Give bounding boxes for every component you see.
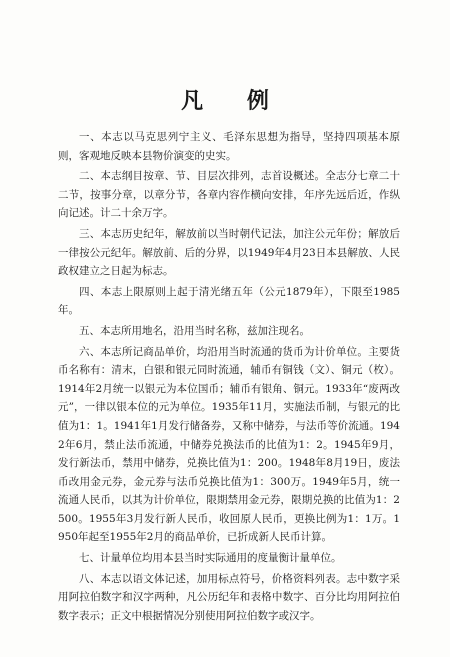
paragraph-3: 三、本志历史纪年，解放前以当时朝代记法，加注公元年份；解放后一律按公元纪年。解放前、后的分界，以1949年4月23日本县解放、人民政权建立之日起为标志。 (58, 227, 400, 278)
body-text (58, 128, 400, 627)
paragraph-6: 六、本志所记商品单价，均沿用当时流通的货币为计价单位。主要货币名称有：清末，白银和银元同时流通，辅币有铜钱（文）、铜元（枚）。1914年2月统一以银元为本位国币；辅币有银角、铜元。1933年“废两改元”，一律以银本位的元为单位。1935年11月，实施法币制，与银元的比值为1：1。1941年1月发行储备券，又称中储券，与法币等价流通。1942年6月，禁止法币流通，中储券兑换法币的比值为1：2。1945年9月，发行新法币，禁用中储券，兑换比值为1：200。1948年8月19日，废法币改用金元券，金元券与法币兑换比值为1：300万。1949年5月，统一流通人民币，以其为计价单位，限期禁用金元券，限期兑换的比值为1：2500。1955年3月发行新人民币，收回原人民币，更换比例为1：1万。1950年起至1955年2月的商品单价，已折成新人民币计算。 (58, 345, 400, 544)
paragraph-2: 二、本志纲目按章、节、目层次排列，志首设概述。全志分七章二十二节，按事分章，以章分节，各章内容作横向安排，年序先远后近，作纵向记述。计二十余万字。 (58, 170, 400, 220)
paragraph-7: 七、计量单位均用本县当时实际通用的度量衡计量单位。 (79, 552, 342, 565)
paragraph-8: 八、本志以语文体记述，加用标点符号，价格资料列表。志中数字采用阿拉伯数字和汉字两种，凡公历纪年和表格中数字、百分比均用阿拉伯数字表示；正文中根据情况分别使用阿拉伯数字或汉字。 (58, 572, 400, 622)
page-title: 凡 例 (181, 88, 287, 114)
paragraph-5: 五、本志所用地名，沿用当时名称，兹加注现名。 (79, 324, 310, 337)
paragraph-1: 一、本志以马克思列宁主义、毛泽东思想为指导，坚持四项基本原则，客观地反映本县物价演变的史实。 (58, 131, 400, 162)
paragraph-4: 四、本志上限原则上起于清光绪五年（公元1879年），下限至1985年。 (58, 285, 400, 317)
